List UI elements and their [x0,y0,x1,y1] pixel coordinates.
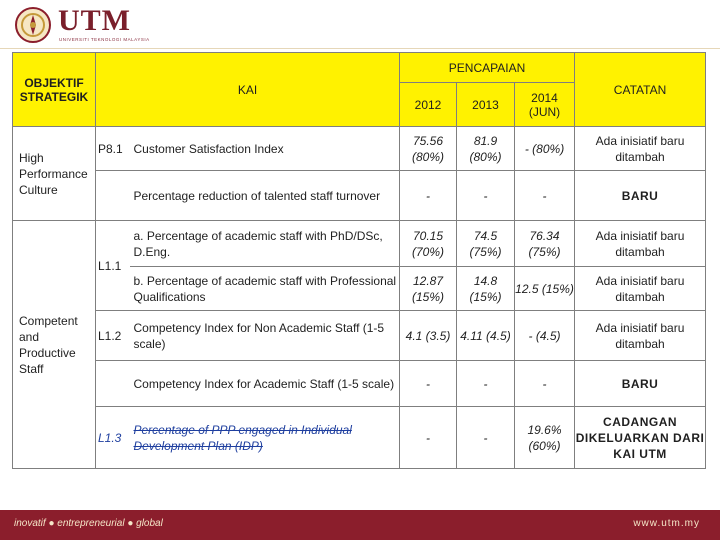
kai-label: b. Percentage of academic staff with Professional Qualifications [130,267,400,311]
kai-label: Percentage reduction of talented staff turnover [130,171,400,221]
value-2014: 76.34 (75%) [515,221,575,267]
catatan-note: Ada inisiatif baru ditambah [575,311,706,361]
value-2012: 12.87 (15%) [400,267,457,311]
value-2013: 81.9 (80%) [457,127,515,171]
kai-label-text: Percentage of PPP engaged in Individual Development Plan (IDP) [133,422,352,453]
utm-seal-icon [14,6,52,44]
value-2014: - [515,171,575,221]
kai-label-struck [130,407,400,469]
kai-code [96,361,130,407]
header-catatan: CATATAN [575,53,706,127]
value-2014: - (4.5) [515,311,575,361]
value-2014: 12.5 (15%) [515,267,575,311]
header-objektif: OBJEKTIF STRATEGIK [13,53,96,127]
logo-subtext: UNIVERSITI TEKNOLOGI MALAYSIA [59,37,150,42]
value-2013: 74.5 (75%) [457,221,515,267]
header-divider [0,48,720,49]
value-2013: 14.8 (15%) [457,267,515,311]
value-2012: - [400,361,457,407]
performance-table [12,52,706,469]
kai-code: L1.2 [96,311,130,361]
objective-high-performance: High Performance Culture [13,127,96,221]
kai-code: P8.1 [96,127,130,171]
kai-code [96,171,130,221]
value-2013: 4.11 (4.5) [457,311,515,361]
header-year-2013: 2013 [457,83,515,127]
objective-competent-staff: Competent and Productive Staff [13,221,96,469]
header-pencapaian: PENCAPAIAN [400,53,575,83]
value-2013: - [457,407,515,469]
kai-code: L1.3 [96,407,130,469]
value-2013: - [457,361,515,407]
catatan-note: CADANGAN DIKELUARKAN DARI KAI UTM [575,407,706,469]
kai-label: Competency Index for Academic Staff (1-5 scale) [130,361,400,407]
value-2012: - [400,171,457,221]
header-kai: KAI [96,53,400,127]
footer-url[interactable]: www.utm.my [633,518,700,529]
value-2013: - [457,171,515,221]
value-2012: 4.1 (3.5) [400,311,457,361]
page-header [0,0,720,48]
catatan-note: BARU [575,171,706,221]
value-2014: - [515,361,575,407]
value-2014: 19.6% (60%) [515,407,575,469]
kai-code: L1.1 [96,221,130,311]
header-year-2012: 2012 [400,83,457,127]
value-2014: - (80%) [515,127,575,171]
catatan-note: Ada inisiatif baru ditambah [575,127,706,171]
utm-logo [14,6,164,46]
header-year-2014: 2014 (JUN) [515,83,575,127]
kai-label: Customer Satisfaction Index [130,127,400,171]
footer-tagline: inovatif ● entrepreneurial ● global [14,518,163,529]
page-footer [0,510,720,540]
value-2012: 75.56 (80%) [400,127,457,171]
value-2012: 70.15 (70%) [400,221,457,267]
logo-text: UTM [58,4,131,37]
catatan-note: BARU [575,361,706,407]
catatan-note: Ada inisiatif baru ditambah [575,221,706,267]
kai-label: a. Percentage of academic staff with PhD/DSc, D.Eng. [130,221,400,267]
catatan-note: Ada inisiatif baru ditambah [575,267,706,311]
value-2012: - [400,407,457,469]
kai-label: Competency Index for Non Academic Staff (1-5 scale) [130,311,400,361]
